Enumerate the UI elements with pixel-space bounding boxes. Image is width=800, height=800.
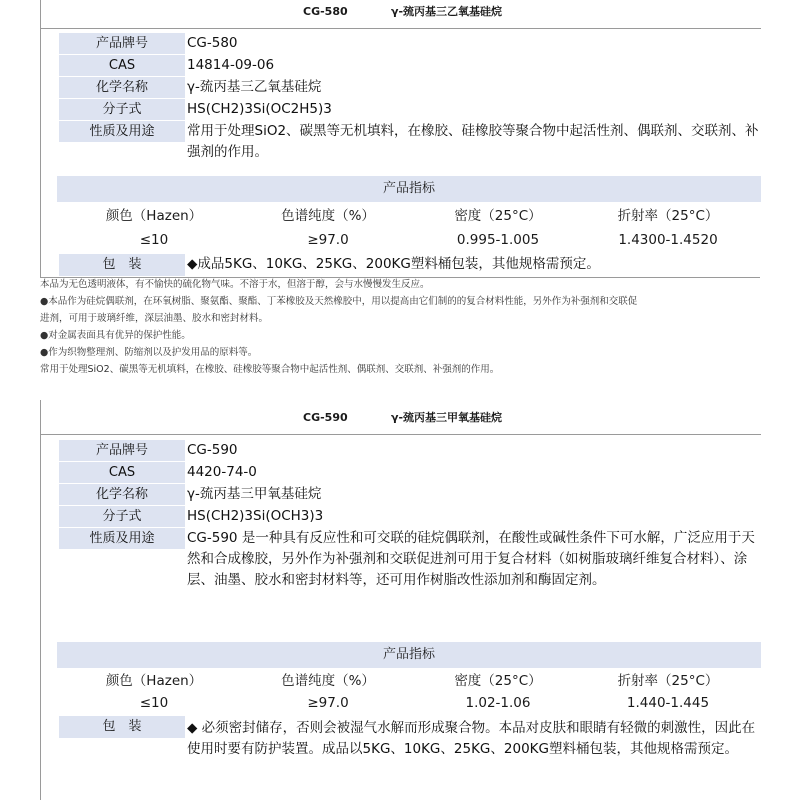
- label-packaging: 包 装: [59, 254, 185, 276]
- product-card-cg590: [40, 400, 761, 800]
- spec-value-density: 0.995-1.005: [456, 232, 540, 248]
- value-cas: 14814-09-06: [187, 57, 275, 73]
- spec-value-refractive: 1.4300-1.4520: [618, 232, 718, 248]
- spec-value-purity: ≥97.0: [307, 232, 349, 248]
- label-properties: 性质及用途: [59, 121, 185, 142]
- value-brand: CG-590: [187, 442, 238, 458]
- note-line: ●作为织物整理剂、防缩剂以及护发用品的原料等。: [40, 347, 258, 358]
- note-line: 常用于处理SiO2、碳黑等无机填料，在橡胶、硅橡胶等聚合物中起活性剂、偶联剂、交联剂、补强剂的作用。: [40, 364, 500, 375]
- product-title-bar: [41, 0, 761, 29]
- product-code-heading: CG-590: [303, 411, 348, 424]
- spec-value-color: ≤10: [139, 695, 169, 711]
- label-properties: 性质及用途: [59, 528, 185, 549]
- product-code-heading: CG-580: [303, 5, 348, 18]
- spec-header-purity: 色谱纯度（%）: [281, 208, 375, 224]
- label-brand: 产品牌号: [59, 440, 185, 461]
- label-chemical-name: 化学名称: [59, 484, 185, 505]
- value-packaging: ◆成品5KG、10KG、25KG、200KG塑料桶包装，其他规格需预定。: [187, 256, 600, 272]
- value-formula: HS(CH2)3Si(OCH3)3: [187, 508, 324, 524]
- value-properties: CG-590 是一种具有反应性和可交联的硅烷偶联剂，在酸性或碱性条件下可水解，广泛应用于天然和合成橡胶，另外作为补强剂和交联促进剂可用于复合材料（如树脂玻璃纤维复合材料）、涂层、油墨、胶水和密封材料等，还可用作树脂改性添加剂和酶固定剂。: [187, 530, 755, 588]
- product-card-cg580: [40, 0, 761, 278]
- value-brand: CG-580: [187, 35, 238, 51]
- spec-title-band: 产品指标: [57, 642, 761, 668]
- spec-header-refractive: 折射率（25°C）: [617, 673, 719, 689]
- spec-header-purity: 色谱纯度（%）: [281, 673, 375, 689]
- label-formula: 分子式: [59, 99, 185, 120]
- label-formula: 分子式: [59, 506, 185, 527]
- value-cas: 4420-74-0: [187, 464, 257, 480]
- product-name-heading: γ-巯丙基三甲氧基硅烷: [391, 411, 503, 424]
- value-packaging: ◆ 必须密封储存，否则会被湿气水解而形成聚合物。本品对皮肤和眼睛有轻微的刺激性，因此在使用时要有防护装置。成品以5KG、10KG、25KG、200KG塑料桶包装，其他规格需预定。: [187, 720, 756, 757]
- label-brand: 产品牌号: [59, 33, 185, 54]
- note-line: 进剂，可用于玻璃纤维，深层油墨、胶水和密封材料。: [40, 313, 269, 324]
- label-chemical-name: 化学名称: [59, 77, 185, 98]
- product-title-bar: [41, 406, 761, 435]
- value-formula: HS(CH2)3Si(OC2H5)3: [187, 101, 332, 117]
- label-packaging: 包 装: [59, 716, 185, 738]
- spec-value-color: ≤10: [139, 232, 169, 248]
- spec-header-density: 密度（25°C）: [454, 208, 542, 224]
- spec-value-density: 1.02-1.06: [465, 695, 531, 711]
- value-chemical-name: γ-巯丙基三甲氧基硅烷: [187, 486, 322, 502]
- label-cas: CAS: [59, 462, 185, 483]
- note-line: ●本品作为硅烷偶联剂，在环氧树脂、聚氨酯、聚酯、丁苯橡胶及天然橡胶中，用以提高由它们制的的复合材料性能，另外作为补强剂和交联促: [40, 296, 638, 307]
- label-cas: CAS: [59, 55, 185, 76]
- spec-title-band: 产品指标: [57, 176, 761, 202]
- spec-header-color: 颜色（Hazen）: [105, 673, 203, 689]
- spec-value-purity: ≥97.0: [307, 695, 349, 711]
- product-name-heading: γ-巯丙基三乙氧基硅烷: [391, 5, 503, 18]
- note-line: ●对金属表面具有优异的保护性能。: [40, 330, 191, 341]
- spec-header-color: 颜色（Hazen）: [105, 208, 203, 224]
- note-line: 本品为无色透明液体，有不愉快的硫化物气味。不溶于水，但溶于醇，会与水慢慢发生反应。: [40, 279, 430, 290]
- value-properties: 常用于处理SiO2、碳黑等无机填料，在橡胶、硅橡胶等聚合物中起活性剂、偶联剂、交联剂、补强剂的作用。: [187, 123, 759, 160]
- spec-value-refractive: 1.440-1.445: [626, 695, 710, 711]
- spec-header-density: 密度（25°C）: [454, 673, 542, 689]
- product1-notes: [40, 276, 760, 378]
- spec-header-refractive: 折射率（25°C）: [617, 208, 719, 224]
- value-chemical-name: γ-巯丙基三乙氧基硅烷: [187, 79, 322, 95]
